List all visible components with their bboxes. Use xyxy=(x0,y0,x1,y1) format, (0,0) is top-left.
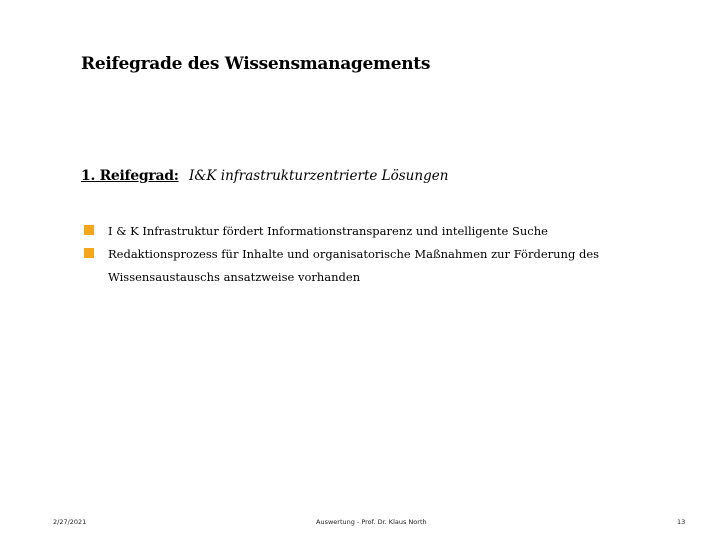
square-bullet-icon xyxy=(84,225,94,235)
bullet-list xyxy=(84,220,624,289)
square-bullet-icon xyxy=(84,248,94,258)
level-description: I&K infrastrukturzentrierte Lösungen xyxy=(189,168,449,184)
level-label: 1. Reifegrad: xyxy=(81,168,179,184)
level-heading xyxy=(81,168,448,184)
footer-author: Auswertung - Prof. Dr. Klaus North xyxy=(316,518,427,526)
bullet-item xyxy=(84,220,624,243)
bullet-text: I & K Infrastruktur fördert Informationstransparenz und intelligente Suche xyxy=(108,224,548,238)
bullet-item xyxy=(84,243,624,289)
bullet-text: Redaktionsprozess für Inhalte und organisatorische Maßnahmen zur Förderung des Wissensaustauschs ansatzweise vorhanden xyxy=(108,247,600,284)
page-number: 13 xyxy=(677,518,686,526)
footer-date: 2/27/2021 xyxy=(53,518,87,526)
slide-title: Reifegrade des Wissensmanagements xyxy=(81,54,431,74)
